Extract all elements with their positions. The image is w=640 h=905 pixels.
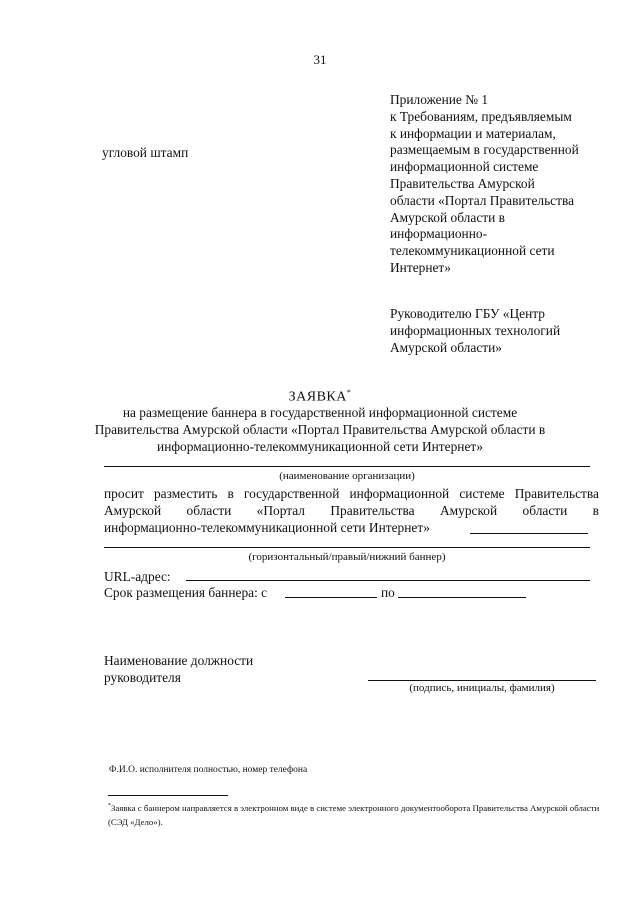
appendix-line: размещаемым в государственной	[390, 142, 579, 158]
banner-type-hint: (горизонтальный/правый/нижний баннер)	[248, 551, 446, 563]
title-footnote-mark: *	[346, 388, 352, 397]
recipient-block	[390, 305, 610, 356]
appendix-line: области «Портал Правительства	[390, 192, 575, 208]
document-subtitle	[80, 405, 560, 455]
organization-name-hint: (наименование организации)	[279, 470, 415, 482]
corner-stamp-label: угловой штамп	[102, 145, 189, 160]
recipient-line: Руководителю ГБУ «Центр	[390, 306, 545, 321]
body-line: информационно-телекоммуникационной сети Интернет»	[104, 520, 430, 535]
body-line-words	[104, 502, 599, 519]
subtitle-line: на размещение баннера в государственной информационной системе	[122, 405, 518, 420]
appendix-line: информационно-	[390, 226, 488, 242]
signature-field[interactable]	[368, 680, 596, 681]
page-number: 31	[313, 52, 327, 67]
appendix-line: Амурской области в	[390, 209, 505, 225]
body-line: просит разместить в государственной информационной системе Правительства	[104, 486, 599, 501]
footnote	[108, 799, 600, 829]
recipient-line: Амурской области»	[390, 340, 502, 355]
position-label-line: руководителя	[104, 670, 181, 685]
appendix-line: к Требованиям, предъявляемым	[390, 108, 572, 124]
url-field[interactable]	[186, 580, 590, 581]
signature-hint: (подпись, инициалы, фамилия)	[409, 682, 555, 694]
footnote-separator	[108, 795, 228, 796]
position-label-line: Наименование должности	[104, 653, 254, 668]
body-word: Амурской	[440, 503, 498, 518]
subtitle-line: информационно-телекоммуникационной сети Интернет»	[157, 438, 483, 454]
period-from-label: Срок размещения баннера: с	[104, 585, 268, 600]
appendix-line: телекоммуникационной сети	[390, 243, 555, 259]
body-word: области	[522, 503, 568, 518]
footnote-text: Заявка с баннером направляется в электронном виде в системе электронного документооборота Правительства Амурской области (СЭД «Дело»).	[108, 802, 600, 827]
recipient-line: информационных технологий	[390, 323, 561, 338]
banner-type-field[interactable]	[104, 547, 590, 548]
body-word: области	[186, 503, 232, 518]
banner-type-inline-field[interactable]	[470, 533, 588, 534]
position-label	[104, 652, 324, 686]
appendix-line: Правительства Амурской	[390, 175, 535, 191]
appendix-line: к информации и материалам,	[390, 125, 556, 141]
appendix-title: Приложение № 1	[390, 92, 489, 107]
appendix-line: Интернет»	[390, 259, 451, 275]
organization-name-field[interactable]	[104, 466, 590, 467]
footnote-mark: *	[108, 803, 111, 809]
body-word: в	[592, 503, 599, 518]
request-body	[104, 485, 599, 536]
period-to-label: по	[381, 585, 395, 600]
url-label: URL-адрес:	[104, 569, 171, 584]
period-from-field[interactable]	[285, 597, 377, 598]
body-word: «Портал	[256, 503, 305, 518]
appendix-line: информационной системе	[390, 159, 539, 175]
executor-label: Ф.И.О. исполнителя полностью, номер телефона	[109, 765, 308, 775]
body-word: Амурской	[104, 503, 162, 518]
period-to-field[interactable]	[398, 597, 526, 598]
document-title	[0, 388, 640, 406]
title-text: ЗАЯВКА	[288, 389, 347, 405]
body-word: Правительства	[330, 503, 415, 518]
appendix-block	[390, 92, 605, 277]
subtitle-line: Правительства Амурской области «Портал Правительства Амурской области в	[94, 421, 546, 437]
